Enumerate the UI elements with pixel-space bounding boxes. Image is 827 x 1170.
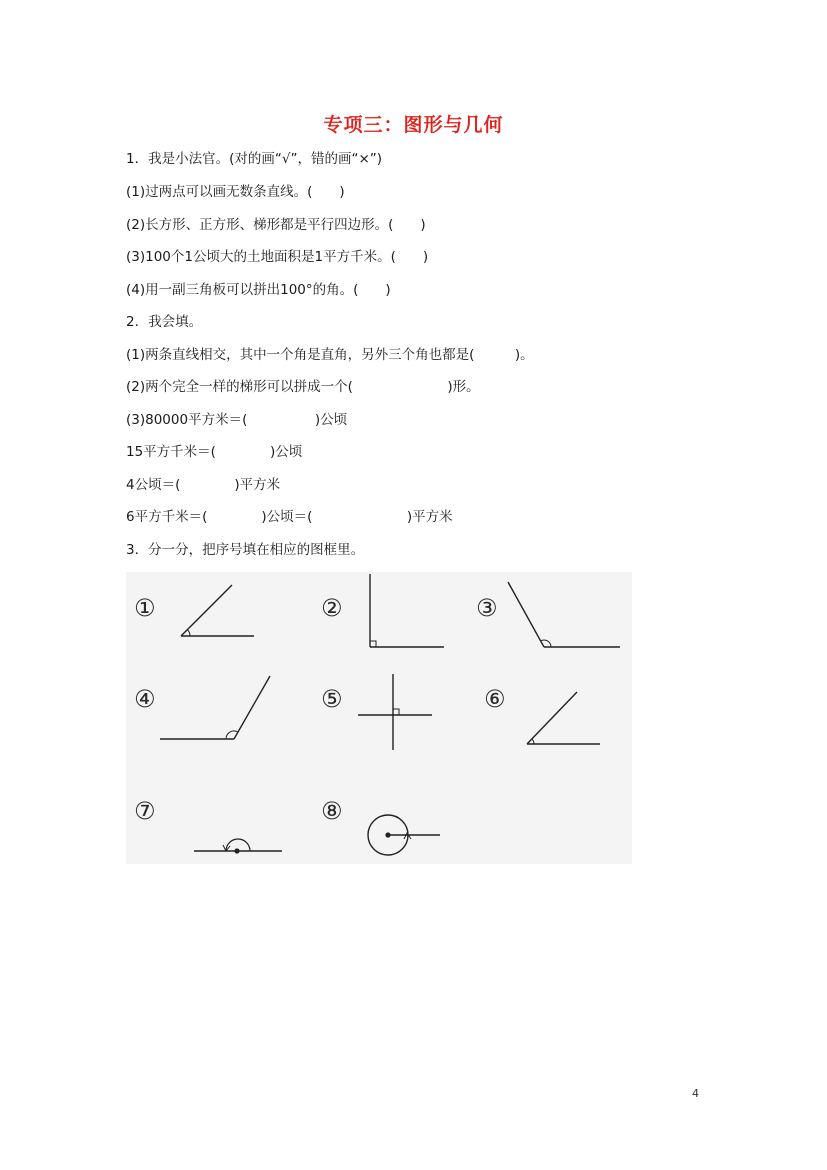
figure-8-full-angle	[368, 815, 440, 855]
angle-figures-svg	[126, 572, 632, 864]
q2-item-5: 4公顷＝( )平方米	[126, 477, 281, 493]
q3-heading: 3．分一分，把序号填在相应的图框里。	[126, 542, 365, 558]
figure-label-4: ④	[134, 685, 156, 713]
figure-label-2: ②	[321, 594, 343, 622]
figure-label-6: ⑥	[484, 685, 506, 713]
q2-item-2: (2)两个完全一样的梯形可以拼成一个( )形。	[126, 379, 480, 395]
figure-3-obtuse-angle	[508, 582, 620, 647]
q1-item-3: (3)100个1公顷大的土地面积是1平方千米。( )	[126, 249, 429, 265]
q2-item-4: 15平方千米＝( )公顷	[126, 444, 303, 460]
page-number: 4	[692, 1087, 699, 1100]
q1-heading: 1．我是小法官。(对的画“√”，错的画“×”)	[126, 151, 383, 167]
q1-item-4: (4)用一副三角板可以拼出100°的角。( )	[126, 282, 391, 298]
q2-item-1: (1)两条直线相交，其中一个角是直角，另外三个角也都是( )。	[126, 347, 534, 363]
figure-2-right-angle	[370, 574, 444, 647]
page-title: 专项三：图形与几何	[323, 114, 504, 136]
q2-item-6: 6平方千米＝( )公顷＝( )平方米	[126, 509, 453, 525]
figure-4-obtuse-angle	[160, 676, 270, 739]
figure-label-7: ⑦	[134, 797, 156, 825]
figure-1-acute-angle	[181, 585, 254, 636]
figure-5-perpendicular-lines	[358, 674, 432, 750]
angle-figures-panel	[126, 572, 632, 864]
figure-label-1: ①	[134, 594, 156, 622]
q2-heading: 2．我会填。	[126, 314, 203, 330]
q1-item-2: (2)长方形、正方形、梯形都是平行四边形。( )	[126, 217, 426, 233]
figure-6-acute-angle	[527, 692, 600, 744]
q2-item-3: (3)80000平方米＝( )公顷	[126, 412, 348, 428]
figure-label-3: ③	[476, 594, 498, 622]
figure-label-8: ⑧	[321, 797, 343, 825]
q1-item-1: (1)过两点可以画无数条直线。( )	[126, 184, 345, 200]
figure-label-5: ⑤	[321, 685, 343, 713]
